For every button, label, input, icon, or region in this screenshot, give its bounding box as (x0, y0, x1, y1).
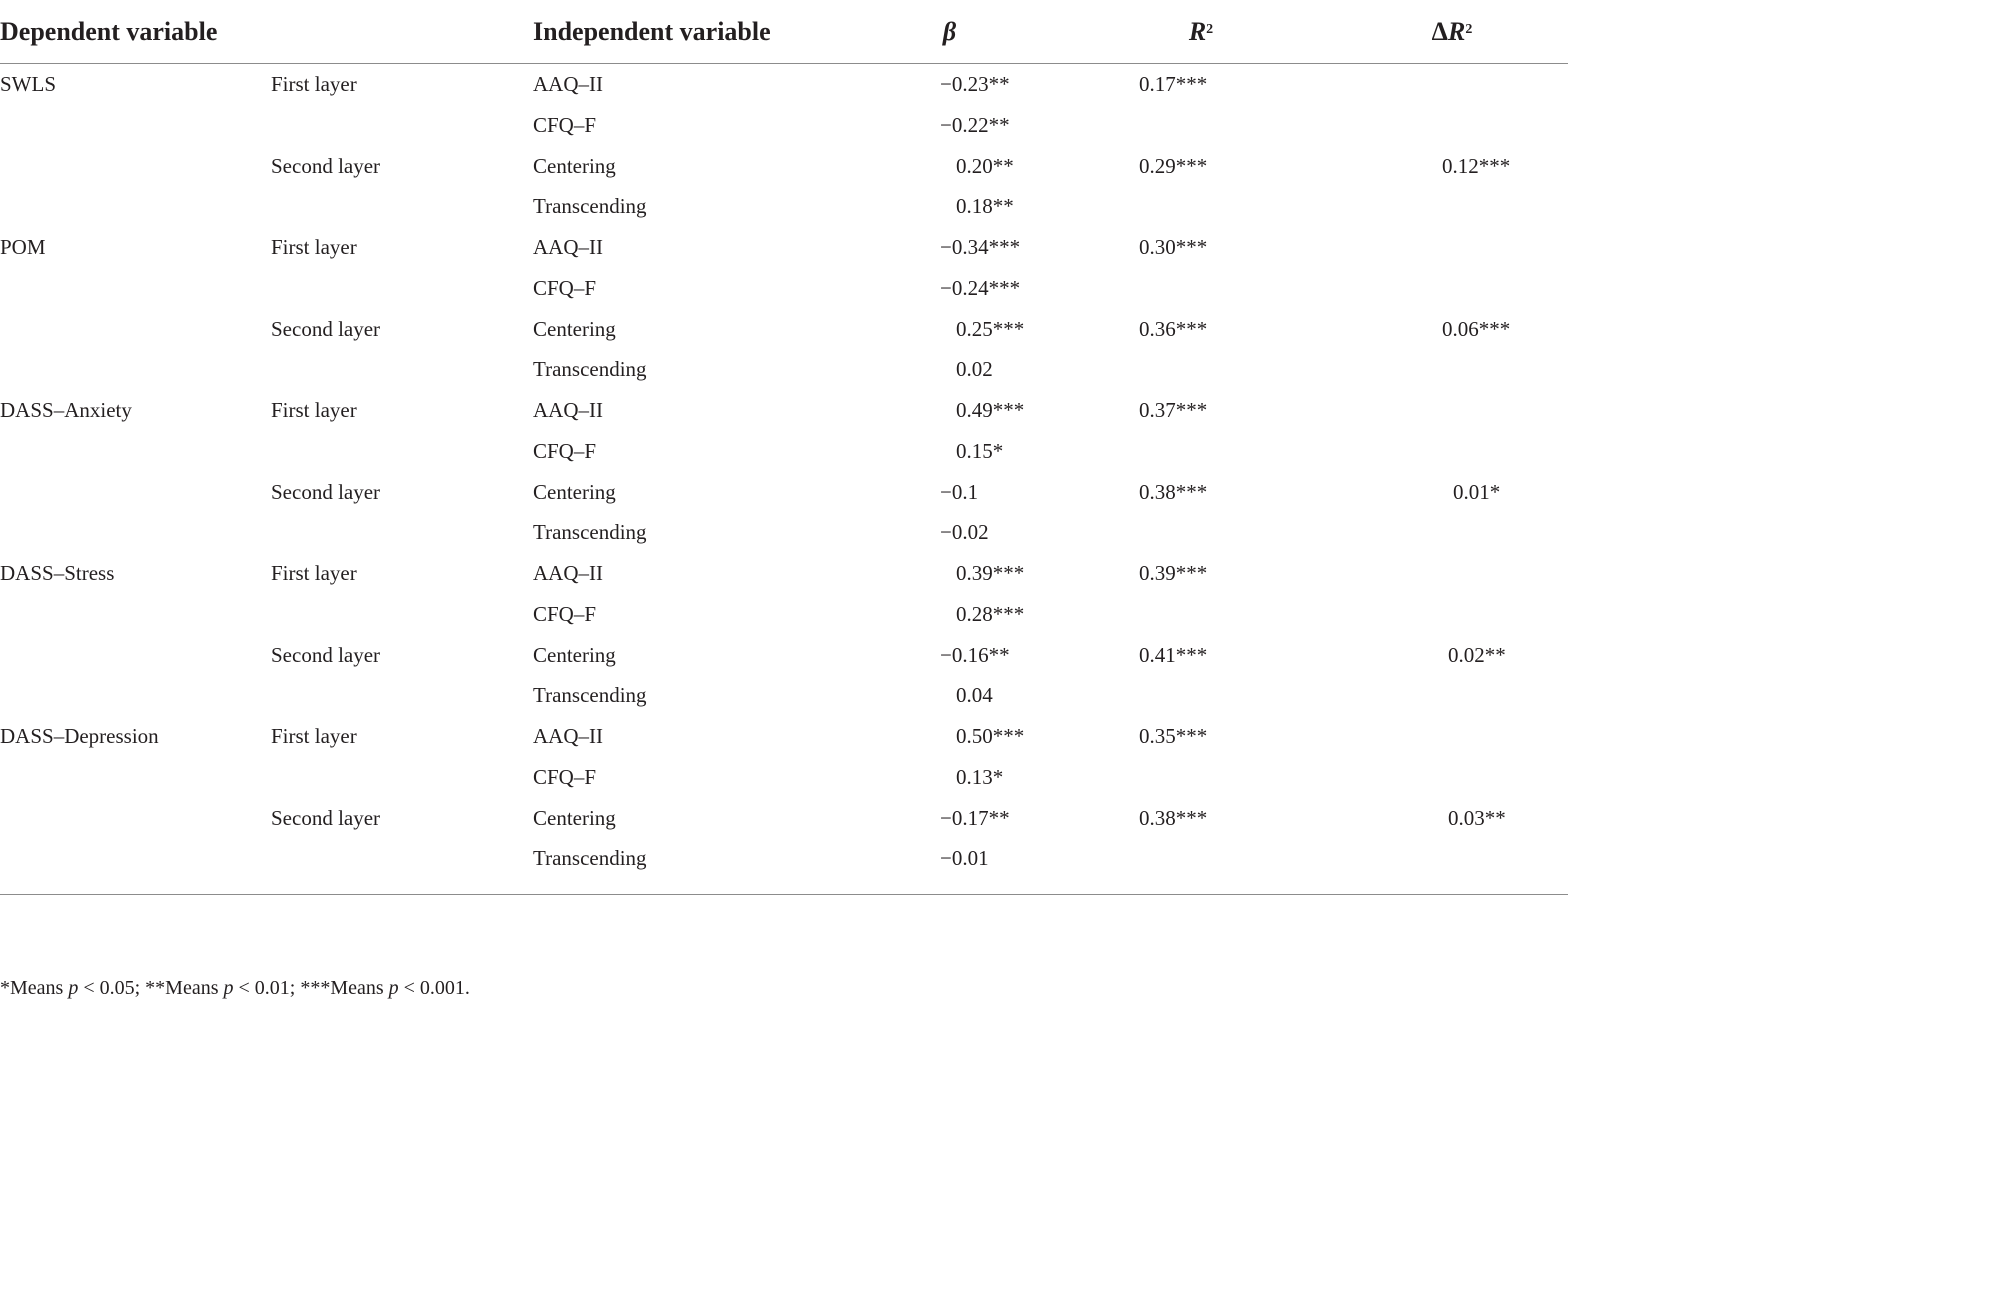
cell-r-squared (1066, 512, 1336, 553)
table-row (0, 105, 1568, 146)
cell-layer: First layer (271, 72, 357, 96)
cell-layer: Second layer (271, 642, 381, 667)
footnote-p-1: p (68, 977, 79, 999)
cell-beta: 0.18** (956, 194, 1014, 219)
cell-layer (271, 186, 533, 227)
cell-dependent-variable (0, 309, 271, 350)
cell-dependent-variable (0, 146, 271, 187)
table-row (0, 594, 1568, 635)
table-footnote (0, 975, 470, 1001)
cell-layer: Second layer (271, 316, 381, 341)
cell-r-squared: 0.37*** (1139, 398, 1208, 422)
footnote-text-3: < 0.01; ***Means (233, 977, 389, 999)
cell-beta: 0.13* (956, 764, 1004, 789)
cell-independent-variable: Centering (533, 642, 616, 667)
table-row (0, 390, 1568, 431)
cell-layer: Second layer (271, 153, 381, 178)
cell-independent-variable: CFQ–F (533, 438, 597, 463)
header-independent-variable: Independent variable (533, 0, 833, 64)
cell-independent-variable: CFQ–F (533, 112, 597, 137)
cell-delta-r-squared (1336, 594, 1568, 635)
cell-dependent-variable (0, 838, 271, 894)
cell-independent-variable: Centering (533, 316, 616, 341)
cell-r-squared: 0.38*** (1139, 479, 1208, 504)
cell-beta: 0.39*** (956, 561, 1025, 585)
cell-dependent-variable (0, 105, 271, 146)
cell-delta-r-squared (1336, 227, 1568, 268)
cell-beta: −0.17** (940, 805, 1010, 830)
cell-delta-r-squared (1336, 268, 1568, 309)
cell-beta: −0.01 (833, 838, 1066, 894)
cell-delta-r-squared (1336, 64, 1568, 105)
cell-layer: Second layer (271, 479, 381, 504)
cell-r-squared: 0.29*** (1139, 153, 1208, 178)
cell-layer: First layer (271, 235, 357, 259)
cell-independent-variable: AAQ–II (533, 72, 603, 96)
footnote-p-3: p (388, 977, 399, 999)
cell-dependent-variable: SWLS (0, 72, 57, 96)
cell-beta: −0.02 (940, 520, 989, 545)
cell-beta: 0.04 (956, 683, 993, 708)
cell-dependent-variable (0, 472, 271, 513)
table-row (0, 64, 1568, 105)
cell-delta-r-squared (1336, 390, 1568, 431)
cell-beta: 0.50*** (956, 724, 1025, 748)
table-row (0, 716, 1568, 757)
footnote-text-2: < 0.05; **Means (78, 977, 224, 999)
cell-beta: −0.34*** (940, 235, 1021, 259)
cell-independent-variable: Transcending (533, 194, 647, 219)
table-row (0, 472, 1568, 513)
cell-independent-variable: Transcending (533, 520, 647, 545)
cell-dependent-variable: DASS–Stress (0, 561, 115, 585)
cell-independent-variable: Centering (533, 153, 616, 178)
cell-dependent-variable (0, 798, 271, 839)
delta-symbol: Δ (1431, 17, 1448, 46)
cell-layer (271, 838, 533, 894)
cell-r-squared (1066, 431, 1336, 472)
cell-independent-variable: AAQ–II (533, 235, 603, 259)
cell-r-squared: 0.39*** (1139, 561, 1208, 585)
cell-dependent-variable (0, 675, 271, 716)
cell-layer (271, 268, 533, 309)
cell-r-squared: 0.17*** (1139, 72, 1208, 96)
cell-r-squared: 0.38*** (1139, 805, 1208, 830)
cell-layer: Second layer (271, 805, 381, 830)
header-r-squared (1066, 0, 1336, 64)
cell-delta-r-squared: 0.12*** (1442, 153, 1511, 178)
header-row (0, 0, 1568, 64)
table-row (0, 798, 1568, 839)
cell-beta: 0.49*** (956, 398, 1025, 422)
cell-dependent-variable (0, 594, 271, 635)
cell-beta: −0.1 (940, 479, 979, 504)
r-symbol: R (1188, 17, 1207, 46)
cell-delta-r-squared (1336, 186, 1568, 227)
cell-r-squared (1066, 349, 1336, 390)
cell-r-squared (1066, 105, 1336, 146)
cell-delta-r-squared: 0.02** (1448, 642, 1506, 667)
cell-layer (271, 512, 533, 553)
table-row (0, 675, 1568, 716)
cell-delta-r-squared (1336, 675, 1568, 716)
cell-delta-r-squared: 0.06*** (1442, 316, 1511, 341)
table-row (0, 553, 1568, 594)
cell-dependent-variable: DASS–Anxiety (0, 398, 132, 422)
cell-delta-r-squared (1336, 716, 1568, 757)
cell-dependent-variable: POM (0, 235, 46, 259)
table-body (0, 64, 1568, 895)
delta-r-symbol: R (1447, 17, 1466, 46)
header-layer-blank (271, 0, 533, 64)
cell-r-squared: 0.30*** (1139, 235, 1208, 259)
cell-beta: 0.20** (956, 153, 1014, 178)
footnote-text-4: < 0.001. (398, 977, 470, 999)
cell-delta-r-squared (1336, 838, 1568, 894)
cell-r-squared: 0.36*** (1139, 316, 1208, 341)
cell-delta-r-squared (1336, 349, 1568, 390)
cell-independent-variable: AAQ–II (533, 724, 603, 748)
cell-r-squared (1066, 594, 1336, 635)
cell-beta: 0.15* (956, 438, 1004, 463)
cell-layer (271, 431, 533, 472)
delta-r-squared-superscript: 2 (1465, 22, 1473, 37)
cell-independent-variable: Centering (533, 805, 616, 830)
cell-layer (271, 675, 533, 716)
cell-r-squared (1066, 268, 1336, 309)
cell-beta: 0.25*** (956, 316, 1025, 341)
cell-delta-r-squared: 0.03** (1448, 805, 1506, 830)
cell-delta-r-squared (1336, 105, 1568, 146)
table-row (0, 146, 1568, 187)
table-row (0, 635, 1568, 676)
table-row (0, 838, 1568, 894)
header-dependent-variable: Dependent variable (0, 0, 271, 64)
cell-r-squared (1066, 186, 1336, 227)
cell-layer (271, 105, 533, 146)
cell-beta: 0.02 (956, 357, 993, 382)
cell-independent-variable: Transcending (533, 357, 647, 382)
cell-dependent-variable (0, 431, 271, 472)
cell-dependent-variable (0, 512, 271, 553)
table-row (0, 186, 1568, 227)
beta-symbol: β (942, 17, 957, 46)
cell-layer: First layer (271, 561, 357, 585)
cell-delta-r-squared (1336, 431, 1568, 472)
cell-dependent-variable (0, 757, 271, 798)
table-row (0, 349, 1568, 390)
cell-independent-variable: CFQ–F (533, 601, 597, 626)
cell-r-squared (1066, 757, 1336, 798)
cell-beta: −0.24*** (940, 275, 1021, 300)
cell-dependent-variable (0, 635, 271, 676)
cell-delta-r-squared: 0.01* (1453, 479, 1501, 504)
table-row (0, 309, 1568, 350)
cell-independent-variable: CFQ–F (533, 275, 597, 300)
footnote-p-2: p (223, 977, 234, 999)
cell-beta: −0.23** (940, 72, 1010, 96)
cell-layer: First layer (271, 724, 357, 748)
cell-r-squared (1066, 675, 1336, 716)
header-delta-r-squared (1336, 0, 1568, 64)
cell-independent-variable: Centering (533, 479, 616, 504)
cell-beta: 0.28*** (956, 601, 1025, 626)
cell-delta-r-squared (1336, 757, 1568, 798)
cell-independent-variable: Transcending (533, 683, 647, 708)
table-row (0, 512, 1568, 553)
footnote-text-1: *Means (0, 977, 69, 999)
cell-independent-variable: Transcending (533, 838, 833, 894)
cell-r-squared: 0.41*** (1139, 642, 1208, 667)
table-row (0, 268, 1568, 309)
cell-r-squared (1066, 838, 1336, 894)
cell-independent-variable: CFQ–F (533, 764, 597, 789)
cell-dependent-variable: DASS–Depression (0, 724, 159, 748)
table-row (0, 757, 1568, 798)
cell-layer (271, 757, 533, 798)
cell-beta: −0.22** (940, 112, 1010, 137)
table-row (0, 227, 1568, 268)
cell-layer (271, 594, 533, 635)
cell-delta-r-squared (1336, 553, 1568, 594)
cell-layer (271, 349, 533, 390)
cell-dependent-variable (0, 186, 271, 227)
cell-r-squared: 0.35*** (1139, 724, 1208, 748)
cell-independent-variable: AAQ–II (533, 398, 603, 422)
cell-layer: First layer (271, 398, 357, 422)
cell-beta: −0.16** (940, 642, 1010, 667)
r-squared-superscript: 2 (1206, 22, 1214, 37)
table-row (0, 431, 1568, 472)
cell-independent-variable: AAQ–II (533, 561, 603, 585)
cell-dependent-variable (0, 268, 271, 309)
header-beta (833, 0, 1066, 64)
cell-dependent-variable (0, 349, 271, 390)
cell-delta-r-squared (1336, 512, 1568, 553)
